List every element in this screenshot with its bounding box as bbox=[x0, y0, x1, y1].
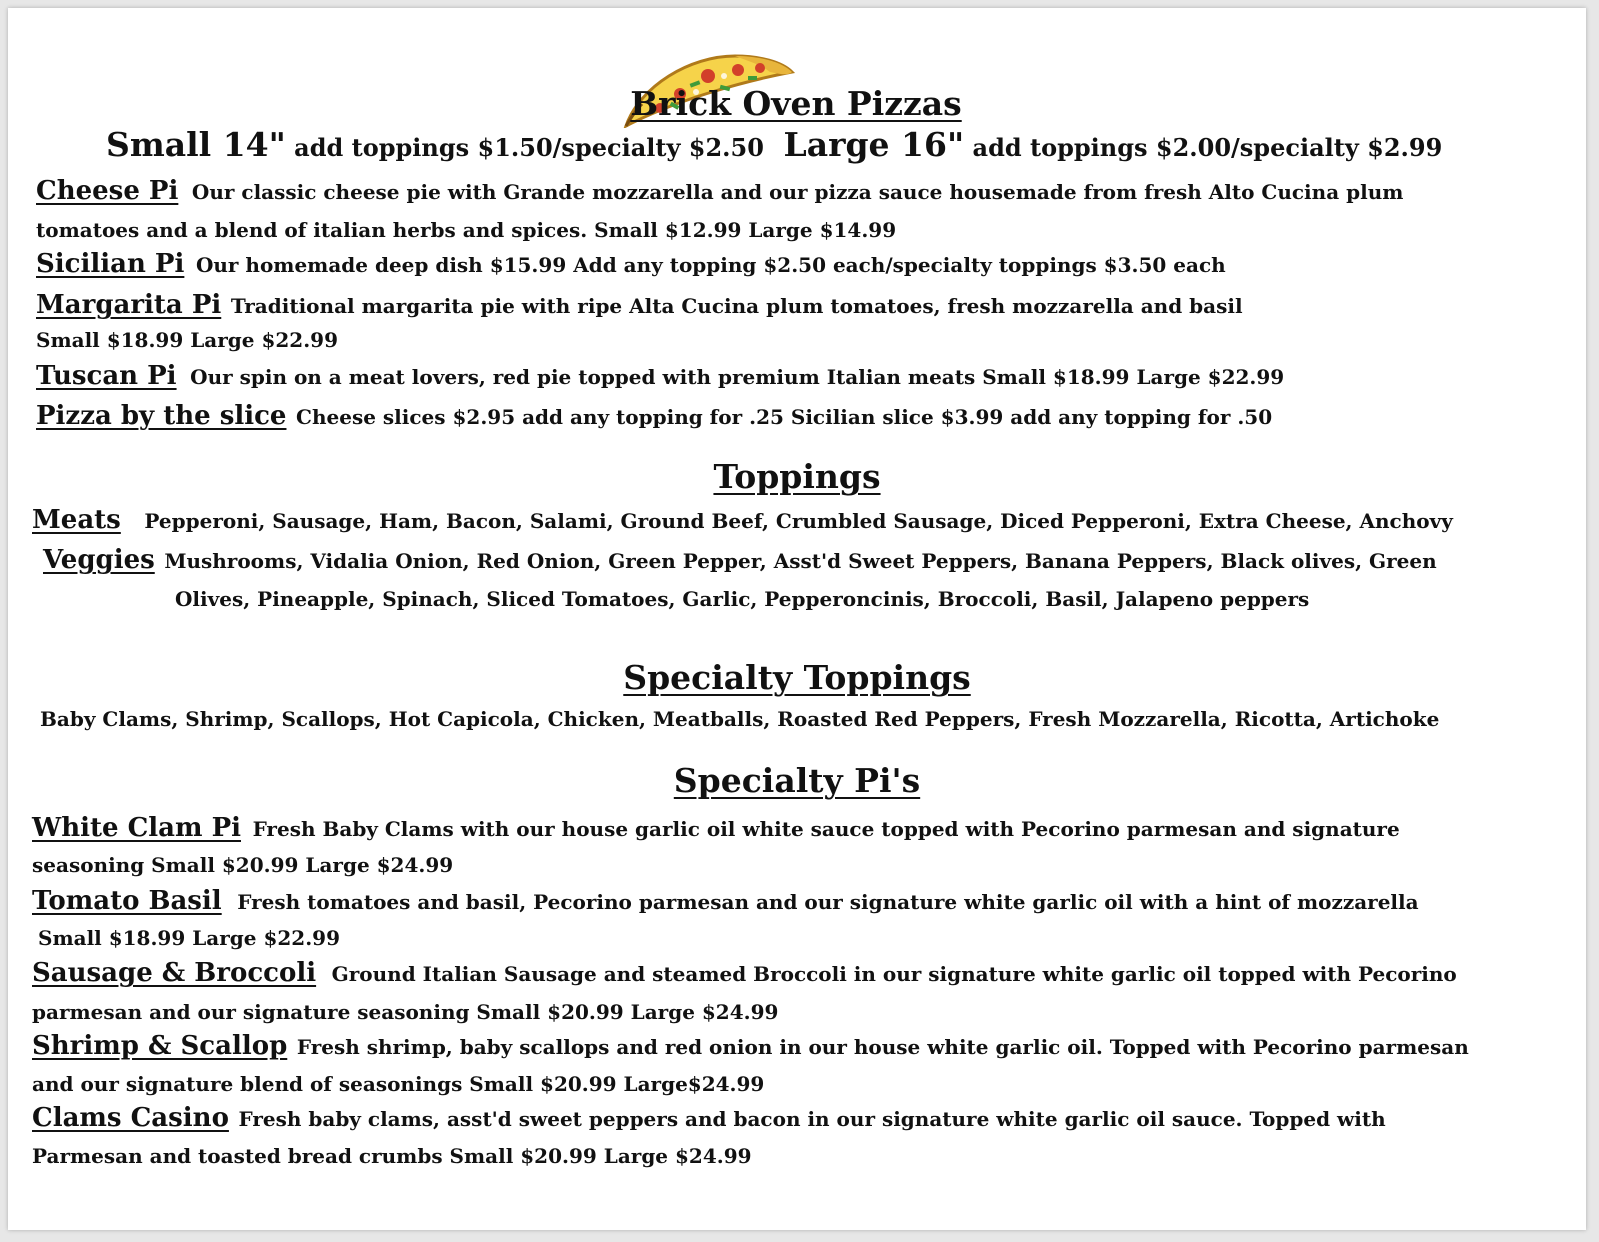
slice-description: Cheese slices $2.95 add any topping for .25 Sicilian slice $3.99 add any topping for .50 bbox=[296, 405, 1273, 429]
white-clam-pi-description: Fresh Baby Clams with our house garlic oil white sauce topped with Pecorino parmesan and signature bbox=[252, 817, 1400, 841]
toppings-heading: Toppings bbox=[713, 457, 881, 496]
tomato-basil-prices: Small $18.99 Large $22.99 bbox=[38, 926, 341, 950]
sausage-broccoli-entry bbox=[32, 958, 1457, 988]
sicilian-pi-description: Our homemade deep dish $15.99 Add any topping $2.50 each/specialty toppings $3.50 each bbox=[195, 253, 1226, 277]
shrimp-scallop-prices: and our signature blend of seasonings Small $20.99 Large$24.99 bbox=[32, 1072, 765, 1096]
shrimp-scallop-description: Fresh shrimp, baby scallops and red onion in our house white garlic oil. Topped with Pecorino parmesan bbox=[296, 1035, 1469, 1059]
veggies-list-cont: Olives, Pineapple, Spinach, Sliced Tomatoes, Garlic, Pepperoncinis, Broccoli, Basil, Jalapeno peppers bbox=[175, 587, 1310, 611]
large-size-label: Large 16" bbox=[783, 125, 965, 164]
veggies-entry bbox=[43, 545, 1437, 575]
shrimp-scallop-name: Shrimp & Scallop bbox=[32, 1031, 288, 1061]
clams-casino-name: Clams Casino bbox=[32, 1103, 229, 1133]
sicilian-pi-name: Sicilian Pi bbox=[36, 249, 185, 279]
meats-label: Meats bbox=[32, 505, 121, 535]
specialty-toppings-list: Baby Clams, Shrimp, Scallops, Hot Capicola, Chicken, Meatballs, Roasted Red Peppers, Fresh Mozzarella, Ricotta, Artichoke bbox=[40, 707, 1440, 731]
large-toppings-price: add toppings $2.00/specialty $2.99 bbox=[964, 133, 1443, 162]
small-size-label: Small 14" bbox=[106, 125, 286, 164]
tomato-basil-description: Fresh tomatoes and basil, Pecorino parmesan and our signature white garlic oil with a hint of mozzarella bbox=[237, 890, 1419, 914]
sicilian-pi-entry bbox=[36, 249, 1226, 279]
sausage-broccoli-description: Ground Italian Sausage and steamed Broccoli in our signature white garlic oil topped with Pecorino bbox=[331, 962, 1457, 986]
tuscan-pi-name: Tuscan Pi bbox=[36, 361, 177, 391]
page-title: Brick Oven Pizzas bbox=[630, 84, 962, 123]
tomato-basil-name: Tomato Basil bbox=[32, 886, 222, 916]
size-pricing-line bbox=[106, 125, 1442, 164]
sausage-broccoli-name: Sausage & Broccoli bbox=[32, 958, 317, 988]
specialty-toppings-heading: Specialty Toppings bbox=[623, 658, 971, 697]
cheese-pi-description-cont: tomatoes and a blend of italian herbs and spices. Small $12.99 Large $14.99 bbox=[36, 218, 897, 242]
tuscan-pi-description: Our spin on a meat lovers, red pie topped with premium Italian meats Small $18.99 Large $22.99 bbox=[190, 365, 1285, 389]
menu-page bbox=[8, 8, 1586, 1230]
white-clam-pi-name: White Clam Pi bbox=[32, 813, 241, 843]
veggies-label: Veggies bbox=[43, 545, 155, 575]
meats-entry bbox=[32, 505, 1453, 535]
cheese-pi-entry bbox=[36, 176, 1403, 206]
cheese-pi-name: Cheese Pi bbox=[36, 176, 179, 206]
small-toppings-price: add toppings $1.50/specialty $2.50 bbox=[285, 133, 764, 162]
shrimp-scallop-entry bbox=[32, 1031, 1469, 1061]
cheese-pi-description: Our classic cheese pie with Grande mozzarella and our pizza sauce housemade from fresh Alto Cucina plum bbox=[191, 180, 1404, 204]
white-clam-pi-entry bbox=[32, 813, 1400, 843]
white-clam-pi-prices: seasoning Small $20.99 Large $24.99 bbox=[32, 853, 454, 877]
margarita-pi-entry bbox=[36, 290, 1243, 320]
slice-entry bbox=[36, 401, 1272, 431]
margarita-pi-prices: Small $18.99 Large $22.99 bbox=[36, 328, 339, 352]
clams-casino-description: Fresh baby clams, asst'd sweet peppers and bacon in our signature white garlic oil sauce. Topped with bbox=[238, 1107, 1386, 1131]
margarita-pi-description: Traditional margarita pie with ripe Alta Cucina plum tomatoes, fresh mozzarella and basil bbox=[230, 294, 1243, 318]
clams-casino-entry bbox=[32, 1103, 1386, 1133]
margarita-pi-name: Margarita Pi bbox=[36, 290, 222, 320]
tuscan-pi-entry bbox=[36, 361, 1284, 391]
sausage-broccoli-prices: parmesan and our signature seasoning Small $20.99 Large $24.99 bbox=[32, 1000, 779, 1024]
veggies-list: Mushrooms, Vidalia Onion, Red Onion, Green Pepper, Asst'd Sweet Peppers, Banana Peppers, Black olives, Green bbox=[164, 549, 1437, 573]
tomato-basil-entry bbox=[32, 886, 1419, 916]
clams-casino-prices: Parmesan and toasted bread crumbs Small $20.99 Large $24.99 bbox=[32, 1144, 752, 1168]
slice-name: Pizza by the slice bbox=[36, 401, 287, 431]
specialty-pis-heading: Specialty Pi's bbox=[673, 761, 921, 800]
meats-list: Pepperoni, Sausage, Ham, Bacon, Salami, Ground Beef, Crumbled Sausage, Diced Pepperoni, Extra Cheese, Anchovy bbox=[144, 509, 1453, 533]
